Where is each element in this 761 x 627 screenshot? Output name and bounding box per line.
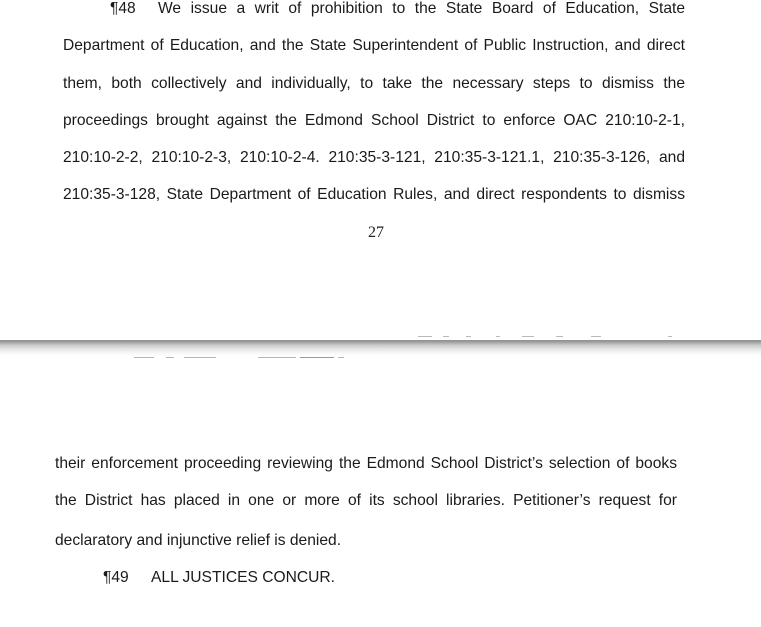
body-text-line-6: 210:35-3-128, State Department of Education Rules, and direct respondents to dismiss [63,186,685,203]
body-text-line-7: their enforcement proceeding reviewing the Edmond School District’s selection of books [55,455,677,472]
body-text-line-3: them, both collectively and individually, to take the necessary steps to dismiss the [63,75,685,92]
body-text-line-1: We issue a writ of prohibition to the State Board of Education, State [158,0,685,17]
document-page-bottom [0,356,761,627]
body-text-line-8: the District has placed in one or more of its school libraries. Petitioner’s request for [55,492,677,509]
paragraph-mark-49: ¶49 [103,569,129,586]
paragraph-mark-48: ¶48 [110,0,136,17]
body-text-line-9: declaratory and injunctive relief is denied. [55,532,342,549]
body-text-line-2: Department of Education, and the State Superintendent of Public Instruction, and direct [63,37,685,54]
page-break-divider [0,340,761,356]
body-text-line-5: 210:10-2-2, 210:10-2-3, 210:10-2-4. 210:35-3-121, 210:35-3-121.1, 210:35-3-126, and [63,149,685,166]
page-number: 27 [368,224,384,241]
concurrence-statement: ALL JUSTICES CONCUR. [151,569,335,586]
body-text-line-4: proceedings brought against the Edmond School District to enforce OAC 210:10-2-1, [63,112,685,129]
